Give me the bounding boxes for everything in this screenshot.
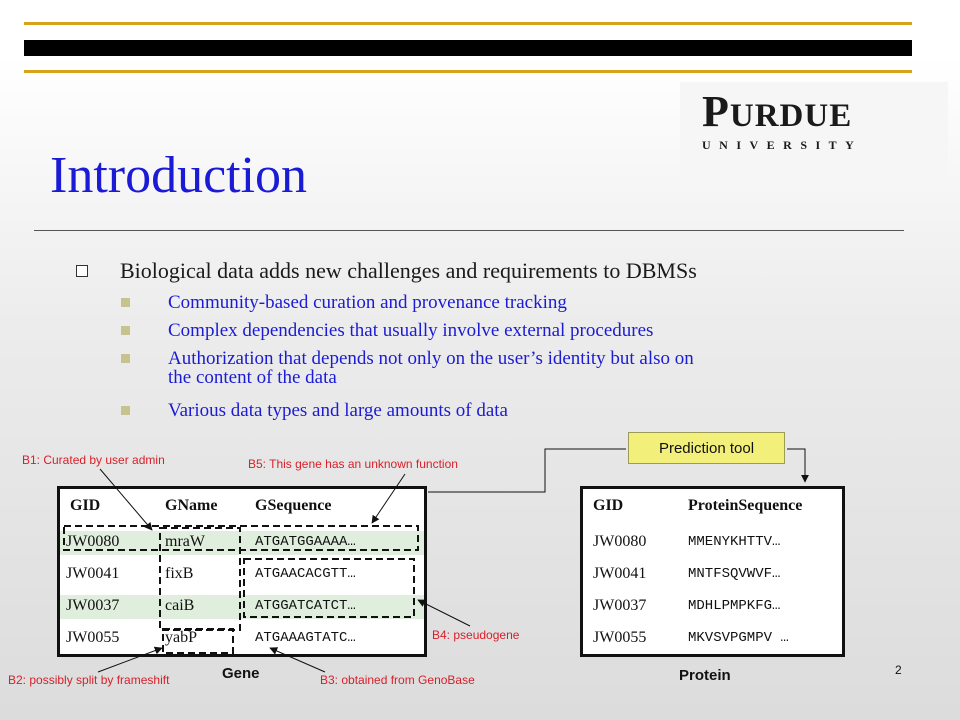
prediction-tool-box: Prediction tool [628, 432, 785, 464]
gene-cell-gsequence: ATGGATCATCT… [255, 598, 356, 614]
gene-cell-gname: caiB [165, 597, 195, 614]
protein-table-caption: Protein [679, 667, 731, 684]
annotation-b4: B4: pseudogene [432, 628, 520, 642]
arrow-b4 [418, 600, 470, 626]
annotation-b1: B1: Curated by user admin [22, 453, 165, 467]
gene-cell-gname: yabP [165, 629, 197, 646]
connector-prediction-tool-to-protein [787, 449, 805, 482]
protein-cell-gid: JW0037 [593, 597, 647, 614]
connector-to-prediction-tool [428, 449, 626, 492]
gene-table-caption: Gene [222, 665, 260, 682]
protein-header-sequence: ProteinSequence [688, 497, 803, 514]
logo-wordmark: PURDUE [702, 87, 853, 136]
protein-header-gid: GID [593, 497, 624, 514]
sub-bullet-3-line-2: the content of the data [168, 367, 337, 388]
gene-cell-gsequence: ATGAAAGTATC… [255, 630, 356, 646]
sub-bullet-3-line-1: Authorization that depends not only on the user’s identity but also on [168, 348, 694, 369]
annotation-b3: B3: obtained from GenoBase [320, 673, 475, 687]
dashed-box-b4-row [244, 559, 414, 617]
protein-cell-sequence: MNTFSQVWVF… [688, 566, 781, 582]
sub-bullet-2: Complex dependencies that usually involve external procedures [168, 320, 654, 341]
gene-header-gname: GName [165, 497, 218, 514]
protein-cell-gid: JW0041 [593, 565, 647, 582]
dashed-box-b1-cell [160, 528, 240, 630]
main-bullet: Biological data adds new challenges and requirements to DBMSs [120, 258, 697, 283]
protein-cell-gid: JW0080 [593, 533, 647, 550]
annotation-b5: B5: This gene has an unknown function [248, 457, 458, 471]
protein-cell-sequence: MKVSVPGMPV … [688, 630, 789, 646]
sub-bullet-1: Community-based curation and provenance tracking [168, 292, 567, 313]
gene-cell-gid: JW0041 [66, 565, 120, 582]
sub-bullet-4: Various data types and large amounts of data [168, 400, 508, 421]
arrow-b1 [100, 469, 152, 530]
gene-cell-gname: fixB [165, 565, 194, 582]
arrow-b5 [372, 474, 405, 523]
protein-cell-gid: JW0055 [593, 629, 647, 646]
page-number: 2 [895, 663, 902, 677]
gene-cell-gname: mraW [165, 533, 205, 550]
gene-cell-gid: JW0037 [66, 597, 120, 614]
gene-cell-gsequence: ATGATGGAAAA… [255, 534, 356, 550]
arrow-b3 [270, 648, 325, 672]
slide-title: Introduction [50, 147, 308, 204]
protein-cell-sequence: MDHLPMPKFG… [688, 598, 781, 614]
protein-cell-sequence: MMENYKHTTV… [688, 534, 781, 550]
gene-header-gid: GID [70, 497, 101, 514]
gene-cell-gid: JW0055 [66, 629, 120, 646]
gene-header-gsequence: GSequence [255, 497, 332, 514]
annotation-b2: B2: possibly split by frameshift [8, 673, 170, 687]
logo-subtitle: UNIVERSITY [702, 138, 863, 152]
arrow-b2 [98, 648, 162, 672]
gene-cell-gid: JW0080 [66, 533, 120, 550]
dashed-box-b2-cell [163, 629, 233, 653]
gene-cell-gsequence: ATGAACACGTT… [255, 566, 356, 582]
